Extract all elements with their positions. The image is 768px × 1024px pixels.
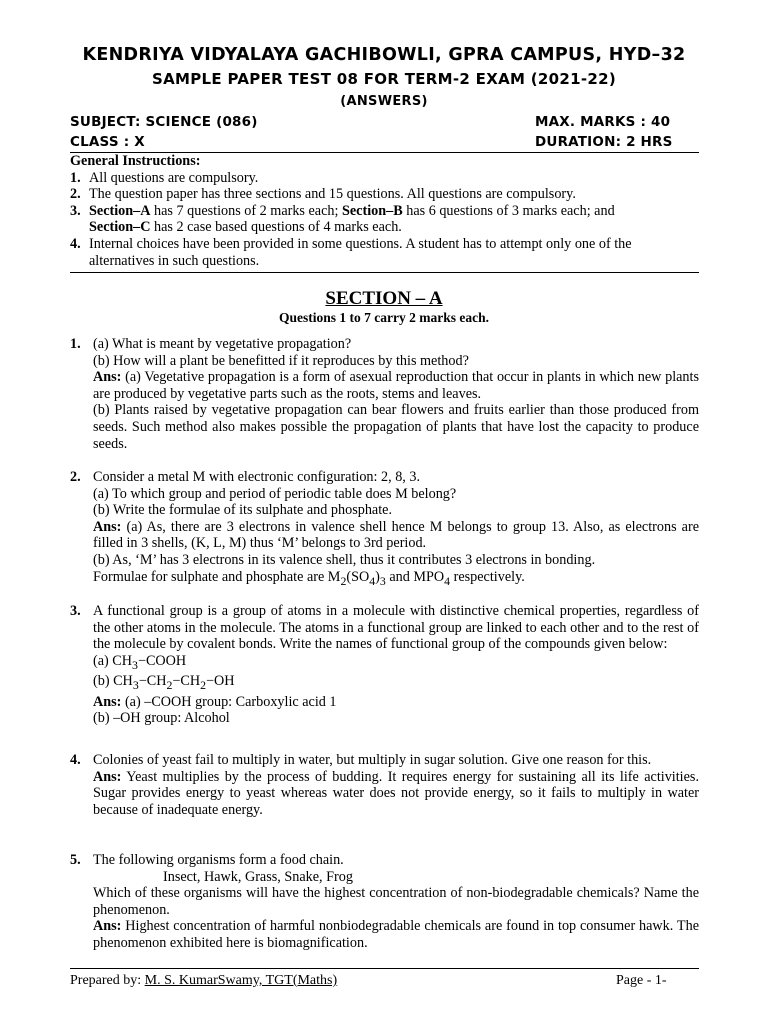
question-number: 2. <box>70 469 81 485</box>
answers-heading: (ANSWERS) <box>340 94 428 109</box>
prepared-by <box>70 973 337 989</box>
prepared-label: Prepared by: <box>70 973 145 988</box>
compound-b: (b) $CH_3-CH_2-CH_2-OH$ <box>93 673 235 693</box>
section-title: SECTION – A <box>325 288 443 309</box>
question-text: Colonies of yeast fail to multiply in water, but multiply in sugar solution. Give one reason for this. <box>93 752 652 768</box>
class-label: CLASS : X <box>70 134 145 150</box>
question-3 <box>70 603 699 727</box>
max-marks-label: MAX. MARKS : 40 <box>535 114 671 130</box>
subject-label: SUBJECT: SCIENCE (086) <box>70 114 258 130</box>
instruction-item: 2. The question paper has three sections and 15 questions. All questions are compulsory. <box>70 186 576 203</box>
instructions-title: General Instructions: <box>70 153 201 169</box>
footer-divider <box>70 968 699 969</box>
food-chain-list: Insect, Hawk, Grass, Snake, Frog <box>163 868 353 885</box>
answer-text: (b) As, ‘M’ has 3 electrons in its valence shell, thus it contributes 3 electrons in bonding. <box>93 551 596 568</box>
question-number: 5. <box>70 852 81 868</box>
question-4 <box>70 752 699 818</box>
question-text: A functional group is a group of atoms in a molecule with distinctive chemical properties, regardless of the other atoms in the molecule. The atoms in a functional group are linked to each other and to the rest of the molecule by covalent bonds. Write the names of functional group of the compounds given below: <box>93 603 699 653</box>
question-number: 3. <box>70 603 81 619</box>
school-heading: KENDRIYA VIDYALAYA GACHIBOWLI, GPRA CAMPUS, HYD–32 <box>82 45 686 65</box>
question-text: Which of these organisms will have the highest concentration of non-biodegradable chemicals? Name the phenomenon. <box>93 885 699 918</box>
instructions-divider <box>70 272 699 273</box>
answer-text: (b) Plants raised by vegetative propagation can bear flowers and fruits earlier than those produced from seeds. Such method also makes possible the propagation of plants that have lost the capacity to produce seeds. <box>93 402 699 452</box>
answer-text: Ans: (a) –COOH group: Carboxylic acid 1 <box>93 693 337 710</box>
test-heading: SAMPLE PAPER TEST 08 FOR TERM-2 EXAM (2021-22) <box>152 70 616 88</box>
page-number: Page - 1- <box>616 973 667 988</box>
author-name: M. S. KumarSwamy, TGT(Maths) <box>144 973 338 988</box>
instruction-item: 1. All questions are compulsory. <box>70 169 259 186</box>
question-text: (b) Write the formulae of its sulphate and phosphate. <box>93 502 392 519</box>
answer-text: Formulae for sulphate and phosphate are $M_2(SO_4)_3$ and $MPO_4$ respectively. <box>93 568 525 588</box>
section-subtitle: Questions 1 to 7 carry 2 marks each. <box>279 310 489 325</box>
answer-text: Ans: Highest concentration of harmful nonbiodegradable chemicals are found in top consumer hawk. The phenomenon exhibited here is biomagnification. <box>93 918 699 951</box>
question-text: Consider a metal M with electronic configuration: 2, 8, 3. <box>93 469 421 485</box>
instruction-item: 3. Section–A has 7 questions of 2 marks each; Section–B has 6 questions of 3 marks each; and Section–C has 2 case based questions of 4 marks each. <box>70 202 615 236</box>
instruction-item: 4. Internal choices have been provided in some questions. A student has to attempt only one of the alternatives in such questions. <box>70 235 632 269</box>
question-number: 1. <box>70 336 81 352</box>
general-instructions <box>70 153 700 269</box>
duration-label: DURATION: 2 HRS <box>535 134 673 150</box>
question-5 <box>70 852 699 952</box>
question-text: (b) How will a plant be benefitted if it reproduces by this method? <box>93 352 469 369</box>
question-text: (a) What is meant by vegetative propagation? <box>93 336 352 352</box>
compound-a: (a) $CH_3-COOH$ <box>93 652 187 672</box>
question-number: 4. <box>70 752 81 768</box>
question-2 <box>70 469 699 589</box>
question-text: (a) To which group and period of periodic table does M belong? <box>93 485 457 502</box>
answer-text: (b) –OH group: Alcohol <box>93 710 230 727</box>
answer-text: Ans: (a) As, there are 3 electrons in valence shell hence M belongs to group 13. Also, as electrons are filled in 3 shells, (K, L, M) thus ‘M’ belongs to 3rd period. <box>93 518 699 552</box>
answer-text: Ans: (a) Vegetative propagation is a form of asexual reproduction that occur in plants in which new plants are produced by vegetative parts such as the roots, stems and leaves. <box>93 369 699 402</box>
question-text: The following organisms form a food chain. <box>93 852 344 868</box>
question-1 <box>70 336 699 452</box>
answer-text: Ans: Yeast multiplies by the process of budding. It requires energy for sustaining all its life activities. Sugar provides energy to yeast whereas water does not provide energy, so it fails to multiply in water because of inadequate energy. <box>93 768 699 818</box>
